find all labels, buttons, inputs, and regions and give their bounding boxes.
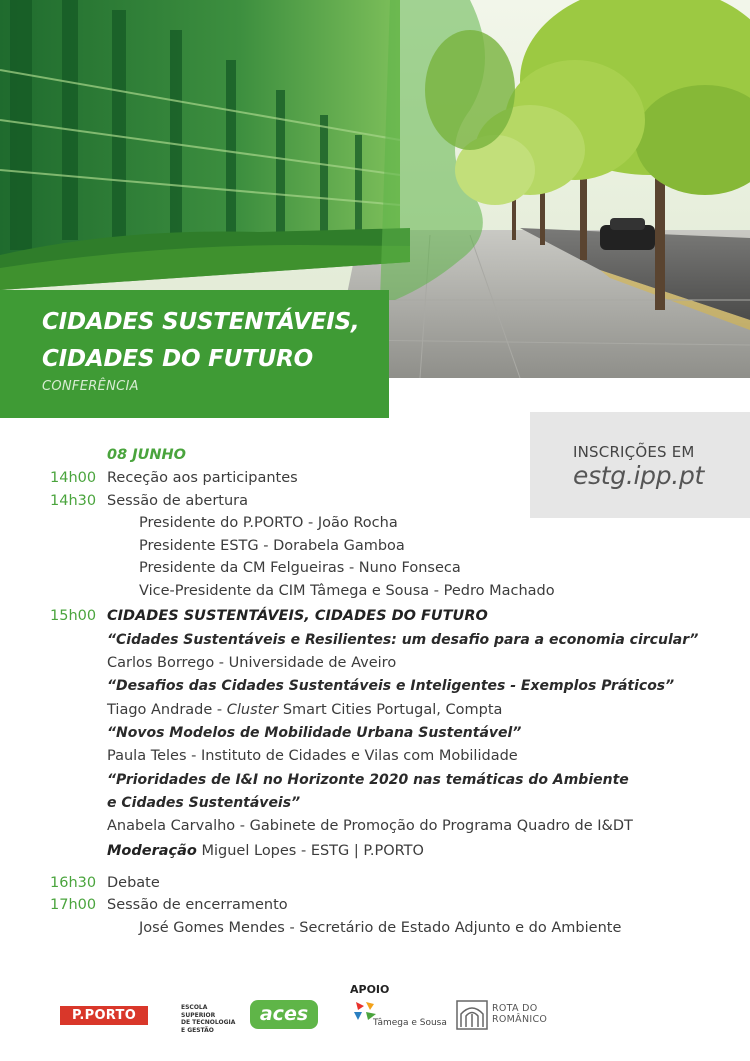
speaker-line: Presidente ESTG - Dorabela Gamboa <box>139 538 405 554</box>
program-date: 08 JUNHO <box>107 447 186 463</box>
talk-title: “Novos Modelos de Mobilidade Urbana Sustentável” <box>107 725 522 741</box>
title-block <box>0 290 389 418</box>
rota-line: ROMÂNICO <box>492 1014 548 1025</box>
estg-line: SUPERIOR <box>181 1011 216 1019</box>
speaker-line: Vice-Presidente da CIM Tâmega e Sousa - Pedro Machado <box>139 583 555 599</box>
agenda-item: Receção aos participantes <box>107 470 298 486</box>
speaker-org-italic: Cluster <box>226 702 279 718</box>
speaker-name: Tiago Andrade - <box>107 702 227 718</box>
registration-url[interactable]: estg.ipp.pt <box>573 461 705 490</box>
title-line-2: CIDADES DO FUTURO <box>42 346 313 372</box>
estg-line: ESCOLA <box>181 1004 208 1011</box>
time-slot: 16h30 <box>50 875 97 891</box>
talk-speaker <box>107 702 502 718</box>
aces-logo: aces <box>250 1000 318 1029</box>
talk-title-line-2: e Cidades Sustentáveis” <box>107 795 301 811</box>
panel-title: CIDADES SUSTENTÁVEIS, CIDADES DO FUTURO <box>107 608 488 624</box>
speaker-line: Presidente do P.PORTO - João Rocha <box>139 515 398 531</box>
moderation-line <box>107 843 424 859</box>
agenda-item: Sessão de encerramento <box>107 897 288 913</box>
talk-title: “Desafios das Cidades Sustentáveis e Inteligentes - Exemplos Práticos” <box>107 678 675 694</box>
talk-speaker: Anabela Carvalho - Gabinete de Promoção do Programa Quadro de I&DT <box>107 818 633 834</box>
registration-label: INSCRIÇÕES EM <box>573 443 695 461</box>
agenda-item: Sessão de abertura <box>107 493 249 509</box>
pporto-logo: P.PORTO <box>60 1006 148 1025</box>
estg-line: E GESTÃO <box>181 1026 214 1034</box>
subtitle: CONFERÊNCIA <box>42 379 139 394</box>
rota-line: ROTA DO <box>492 1003 538 1014</box>
talk-speaker: Paula Teles - Instituto de Cidades e Vilas com Mobilidade <box>107 748 518 764</box>
moderation-name: Miguel Lopes - ESTG | P.PORTO <box>196 843 424 859</box>
apoio-label: APOIO <box>350 983 390 996</box>
time-slot: 17h00 <box>50 897 97 913</box>
talk-speaker: Carlos Borrego - Universidade de Aveiro <box>107 655 397 671</box>
time-slot: 14h30 <box>50 493 97 509</box>
estg-line: DE TECNOLOGIA <box>181 1019 236 1026</box>
talk-title: “Cidades Sustentáveis e Resilientes: um desafio para a economia circular” <box>107 632 699 648</box>
talk-title-line-1: “Prioridades de I&I no Horizonte 2020 nas temáticas do Ambiente <box>107 772 629 788</box>
speaker-org: Smart Cities Portugal, Compta <box>278 702 503 718</box>
tamega-sousa-label: Tâmega e Sousa <box>373 1018 447 1028</box>
registration-box <box>530 412 750 518</box>
rota-romanico-label <box>492 1003 547 1025</box>
speaker-line: Presidente da CM Felgueiras - Nuno Fonseca <box>139 560 461 576</box>
time-slot: 15h00 <box>50 608 97 624</box>
agenda-item: Debate <box>107 875 160 891</box>
speaker-line: José Gomes Mendes - Secretário de Estado Adjunto e do Ambiente <box>139 920 622 936</box>
time-slot: 14h00 <box>50 470 97 486</box>
estg-logo <box>181 1004 235 1034</box>
moderation-label: Moderação <box>107 843 197 859</box>
rota-romanico-icon <box>456 1000 488 1030</box>
title-line-1: CIDADES SUSTENTÁVEIS, <box>42 309 360 335</box>
